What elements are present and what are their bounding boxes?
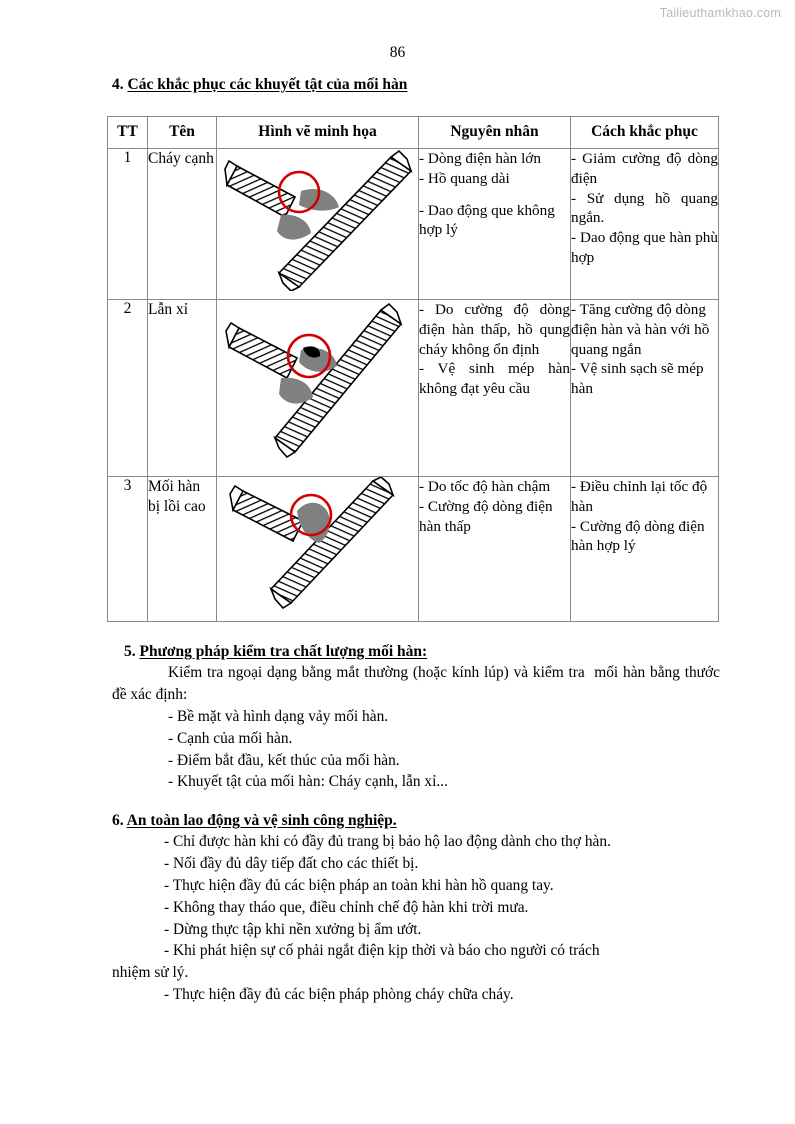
row-2-remedy-line-2: - Vệ sinh sạch sẽ mép hàn: [571, 360, 704, 397]
section-6-number: 6.: [112, 812, 124, 829]
row-3-remedy-line-2: - Cường độ dòng điện hàn hợp lý: [571, 517, 705, 555]
section-6-item: - Dừng thực tập khi nền xưởng bị ẩm ướt.: [164, 920, 422, 938]
section-5-title: Phương pháp kiểm tra chất lượng mối hàn:: [139, 643, 428, 660]
section-heading-5: [124, 643, 427, 661]
section-heading-6: [112, 812, 397, 830]
section-6-item: - Thực hiện đầy đủ các biện pháp phòng cháy chữa cháy.: [164, 986, 514, 1004]
row-2-cause-cell: [419, 300, 571, 477]
section-6-item-wrapped-cont: nhiệm sử lý.: [112, 964, 189, 982]
section-5-intro: Kiểm tra ngoại dạng bằng mắt thường (hoặc kính lúp) và kiểm tra mối hàn bằng thước đề xác định:: [112, 664, 724, 703]
table-row: [108, 477, 719, 622]
row-3-cause-line-1: - Do tốc độ hàn chậm: [419, 478, 551, 495]
column-header-cause: Nguyên nhân: [419, 117, 571, 149]
row-1-index: 1: [108, 149, 148, 300]
section-5-item: - Điểm bắt đầu, kết thúc của mối hàn.: [168, 751, 400, 769]
section-6-item: - Thực hiện đầy đủ các biện pháp an toàn khi hàn hồ quang tay.: [164, 876, 554, 894]
row-2-cause-line-1: - Do cường độ dòng điện hàn thấp, hồ qung cháy không ổn định: [419, 301, 570, 358]
section-5-item: - Khuyết tật của mối hàn: Cháy cạnh, lẫn xỉ...: [168, 773, 448, 791]
table-row: [108, 149, 719, 300]
watermark-text: Tailieuthamkhao.com: [659, 6, 781, 20]
section-5-number: 5.: [124, 643, 136, 660]
row-1-remedy-cell: [571, 149, 719, 300]
row-2-diagram-cell: [217, 300, 419, 477]
section-5-item: - Cạnh của mối hàn.: [168, 729, 293, 747]
column-header-image: Hình vẽ minh họa: [217, 117, 419, 149]
section-6-item: - Nối đầy đủ dây tiếp đất cho các thiết bị.: [164, 854, 419, 872]
row-3-cause-cell: [419, 477, 571, 622]
t-joint-weld-slag-inclusion-diagram: [223, 300, 413, 458]
table-row: [108, 300, 719, 477]
row-3-index: 3: [108, 477, 148, 622]
column-header-tt: TT: [108, 117, 148, 149]
table-header-row: [108, 117, 719, 149]
section-heading-4: [112, 76, 407, 94]
section-5-body: [112, 662, 724, 793]
row-2-cause-line-2: - Vệ sinh mép hàn không đạt yêu cầu: [419, 360, 570, 397]
section-4-title: Các khắc phục các khuyết tật của mối hàn: [127, 76, 408, 93]
row-1-cause-line-1: - Dòng điện hàn lớn: [419, 150, 541, 167]
row-3-defect-name: Mối hàn bị lồi cao: [148, 477, 217, 622]
column-header-ten: Tên: [148, 117, 217, 149]
section-6-item: - Không thay tháo que, điều chỉnh chế độ hàn khi trời mưa.: [164, 898, 529, 916]
section-6-item: - Chỉ được hàn khi có đầy đủ trang bị bảo hộ lao động dành cho thợ hàn.: [164, 833, 611, 850]
section-4-number: 4.: [112, 76, 124, 93]
row-1-remedy-line-1: - Giảm cường độ dòng điện: [571, 150, 718, 187]
row-2-index: 2: [108, 300, 148, 477]
section-5-item: - Bề mặt và hình dạng vảy mối hàn.: [168, 707, 389, 725]
row-2-remedy-cell: [571, 300, 719, 477]
row-3-cause-line-2: - Cường độ dòng điện hàn thấp: [419, 497, 553, 535]
t-joint-weld-excess-convexity-diagram: [223, 477, 413, 609]
row-3-remedy-line-1: - Điều chỉnh lại tốc độ hàn: [571, 478, 708, 515]
t-joint-weld-undercut-diagram: [223, 149, 413, 291]
section-6-body: [112, 831, 720, 1006]
row-3-diagram-cell: [217, 477, 419, 622]
section-6-item-wrapped: - Khi phát hiện sự cố phải ngắt điện kịp thời và báo cho người có trách: [164, 942, 600, 960]
row-1-cause-line-2: - Hồ quang dài: [419, 169, 510, 187]
row-1-defect-name: Cháy cạnh: [148, 149, 217, 300]
row-3-remedy-cell: [571, 477, 719, 622]
row-1-cause-line-3: - Dao động que không hợp lý: [419, 201, 555, 239]
row-2-defect-name: Lẫn xỉ: [148, 300, 217, 477]
row-1-remedy-line-2: - Sử dụng hồ quang ngắn.: [571, 189, 718, 227]
weld-defect-table: [107, 116, 719, 622]
row-1-diagram-cell: [217, 149, 419, 300]
row-1-cause-cell: [419, 149, 571, 300]
row-1-remedy-line-3: - Dao động que hàn phù hợp: [571, 229, 718, 266]
page-number: 86: [389, 44, 406, 61]
row-2-remedy-line-1: - Tăng cường độ dòng điện hàn và hàn với hồ quang ngắn: [571, 301, 710, 358]
section-6-title: An toàn lao động và vệ sinh công nghiệp.: [126, 812, 397, 829]
column-header-remedy: Cách khắc phục: [571, 117, 719, 149]
